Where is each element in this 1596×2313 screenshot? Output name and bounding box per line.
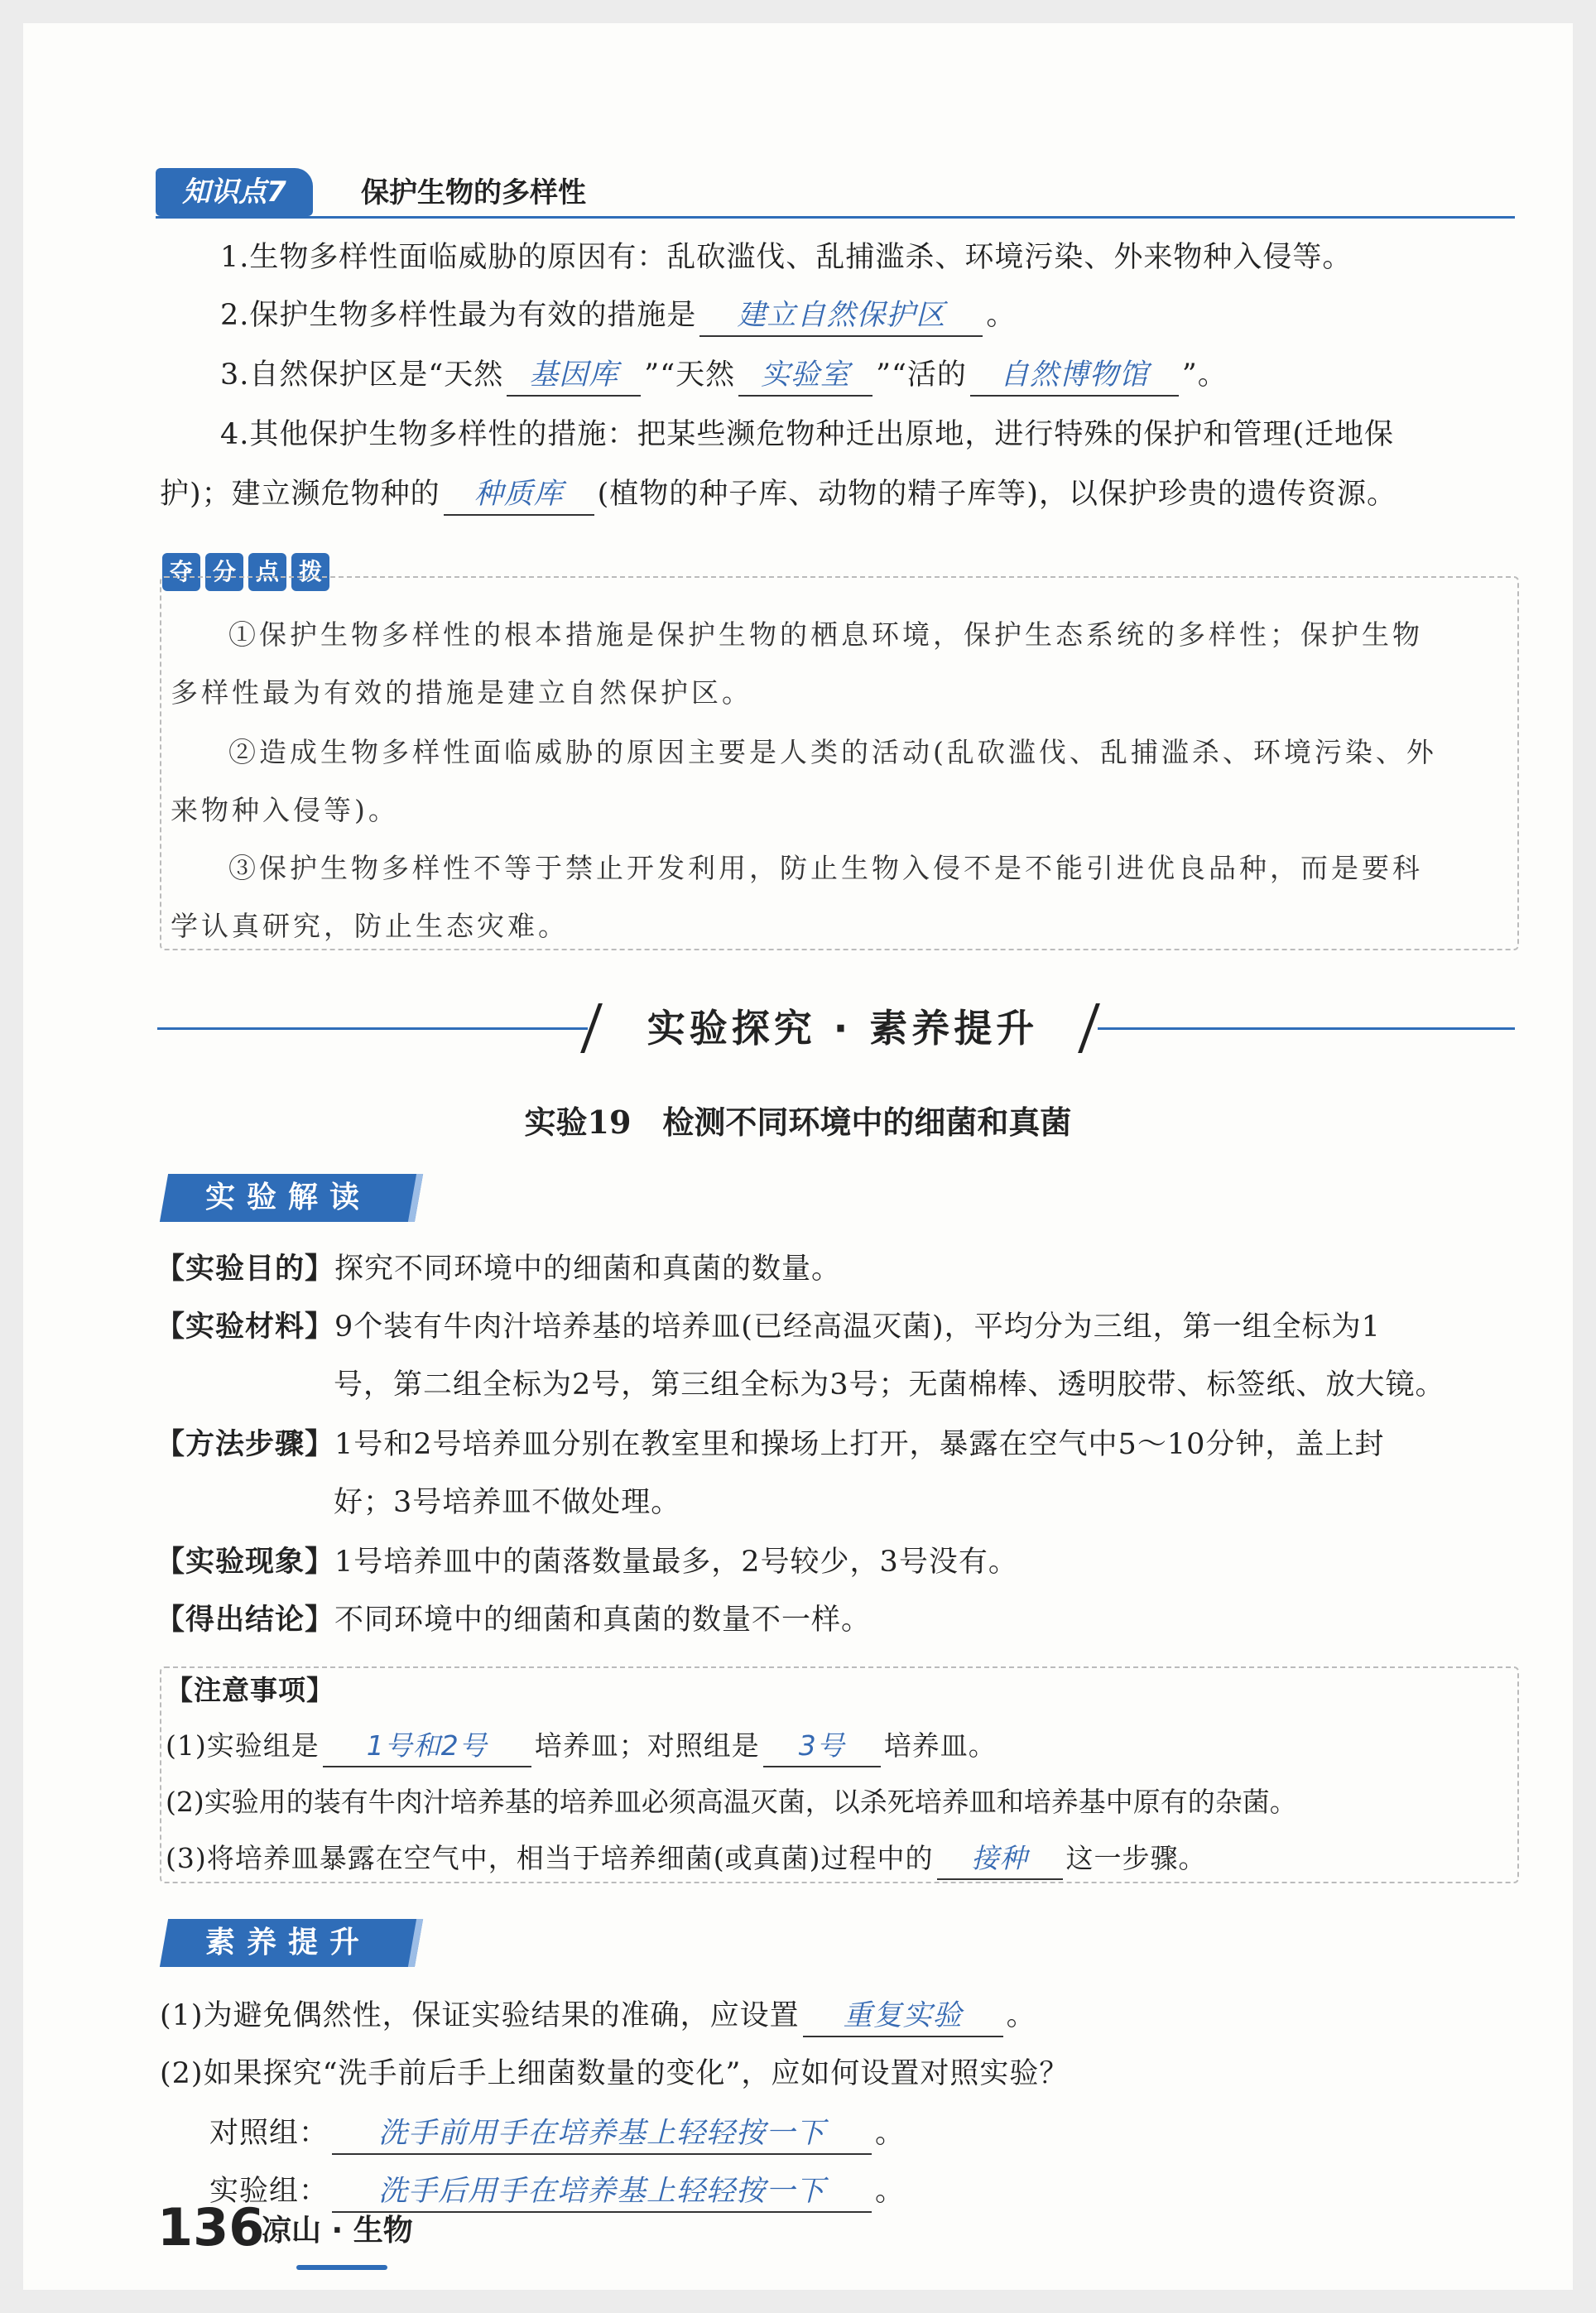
question-2: (2)如果探究“洗手前后手上细菌数量的变化”，应如何设置对照实验？ [160,2057,1070,2090]
materials-row: 【实验材料】9个装有牛肉汁培养基的培养皿(已经高温灭菌)，平均分为三组，第一组全标为1 [156,1310,1381,1344]
tip-tab: 夺 [162,553,200,591]
section-title: 实验探究 · 素养提升 [647,1006,1039,1051]
tip-3-line2: 学认真研究，防止生态灾难。 [171,910,569,942]
section-rule-right [1098,1027,1515,1030]
tip-tab: 分 [205,553,243,591]
banner-literacy-improvement: 素养提升 [160,1919,423,1967]
kp-item-4-line2: 护)；建立濒危物种的 种质库 (植物的种子库、动物的精子库等)，以保护珍贵的遗传资源。 [160,465,1396,523]
tip-1-line1: ①保护生物多样性的根本措施是保护生物的栖息环境，保护生态系统的多样性；保护生物 [228,618,1423,651]
steps-row-2: 好；3号培养皿不做处理。 [334,1486,681,1519]
tip-2-line1: ②造成生物多样性面临威胁的原因主要是人类的活动(乱砍滥伐、乱捕滥杀、环境污染、外 [228,736,1437,768]
answer-blank: 重复实验 [803,1996,1003,2037]
control-group: 对照组： 洗手前用手在培养基上轻轻按一下 。 [209,2104,905,2162]
tip-3-line1: ③保护生物多样性不等于禁止开发利用，防止生物入侵不是不能引进优良品种，而是要科 [228,852,1423,884]
section-rule-left [157,1027,588,1030]
purpose-row: 【实验目的】探究不同环境中的细菌和真菌的数量。 [156,1253,842,1286]
book-title: 凉山 · 生物 [262,2214,413,2248]
answer-blank: 实验室 [738,355,873,397]
tip-1-line2: 多样性最为有效的措施是建立自然保护区。 [171,676,752,709]
experiment-title: 实验19 检测不同环境中的细菌和真菌 [524,1104,1072,1141]
answer-blank: 3号 [763,1726,881,1767]
materials-row-2: 号，第二组全标为2号，第三组全标为3号；无菌棉棒、透明胶带、标签纸、放大镜。 [334,1368,1445,1402]
note-1: (1)实验组是 1号和2号 培养皿；对照组是 3号 培养皿。 [166,1717,997,1775]
experimental-group: 实验组： 洗手后用手在培养基上轻轻按一下 。 [209,2162,905,2220]
page-number: 136 [157,2197,265,2258]
answer-blank: 洗手后用手在培养基上轻轻按一下 [332,2171,872,2213]
header-rule [156,216,1515,219]
answer-blank: 种质库 [444,474,594,516]
page [23,23,1573,2290]
answer-blank: 建立自然保护区 [699,296,983,337]
kp-item-3: 3.自然保护区是“天然 基因库 ”“天然 实验室 ”“活的 自然博物馆 ”。 [220,346,1228,404]
notes-label: 【注意事项】 [166,1674,334,1706]
tip-tab: 点 [248,553,286,591]
note-2: (2)实验用的装有牛肉汁培养基的培养皿必须高温灭菌，以杀死培养皿和培养基中原有的杂菌。 [166,1786,1297,1818]
answer-blank: 自然博物馆 [970,355,1179,397]
steps-row: 【方法步骤】1号和2号培养皿分别在教室里和操场上打开，暴露在空气中5～10分钟，盖上封 [156,1428,1385,1461]
answer-blank: 洗手前用手在培养基上轻轻按一下 [332,2113,872,2155]
answer-blank: 1号和2号 [323,1726,531,1767]
kp-item-2: 2.保护生物多样性最为有效的措施是 建立自然保护区 。 [220,286,1016,344]
tip-2-line2: 来物种入侵等)。 [171,794,399,826]
answer-blank: 接种 [937,1839,1063,1880]
banner-experiment-reading: 实验解读 [160,1174,423,1222]
knowledge-point-badge: 知识点7 [156,168,313,216]
footer-accent-bar [296,2265,387,2270]
kp-item-4-line1: 4.其他保护生物多样性的措施：把某些濒危物种迁出原地，进行特殊的保护和管理(迁地保 [220,418,1395,451]
kp-item-1: 1.生物多样性面临威胁的原因有：乱砍滥伐、乱捕滥杀、环境污染、外来物种入侵等。 [220,241,1353,274]
question-1: (1)为避免偶然性，保证实验结果的准确，应设置 重复实验 。 [160,1987,1036,2045]
tip-tab: 拨 [291,553,329,591]
answer-blank: 基因库 [507,355,641,397]
conclusion-row: 【得出结论】不同环境中的细菌和真菌的数量不一样。 [156,1604,872,1637]
note-3: (3)将培养皿暴露在空气中，相当于培养细菌(或真菌)过程中的 接种 这一步骤。 [166,1830,1207,1887]
knowledge-point-title: 保护生物的多样性 [361,176,586,209]
phenomenon-row: 【实验现象】1号培养皿中的菌落数量最多，2号较少，3号没有。 [156,1546,1018,1579]
